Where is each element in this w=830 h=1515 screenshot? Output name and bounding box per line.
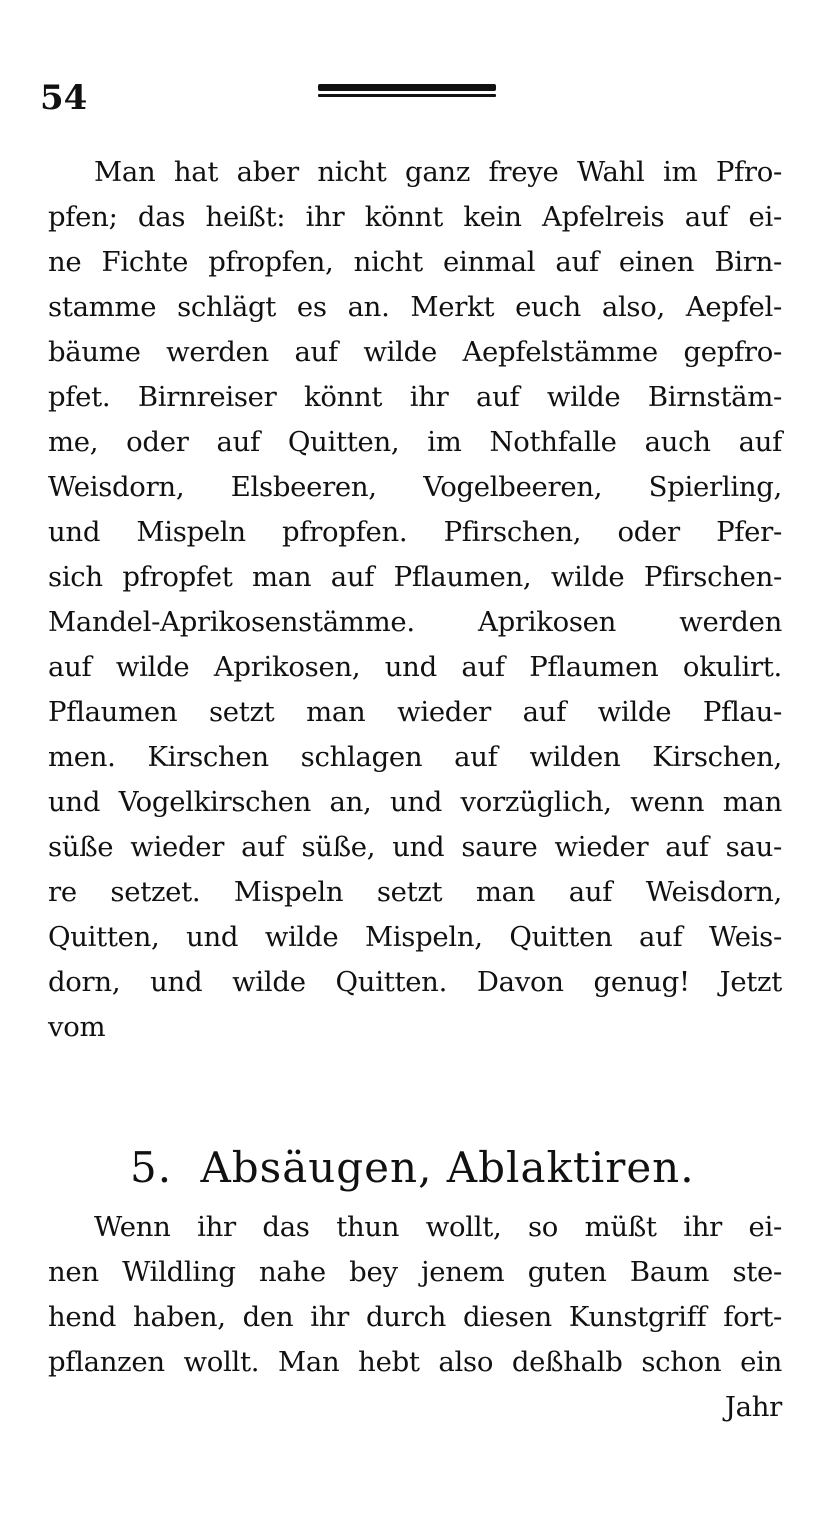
header-rule-thin <box>318 94 496 97</box>
text-line: re setzet. Mispeln setzt man auf Weisdorn, <box>48 876 782 908</box>
header-rule <box>318 84 496 97</box>
text-line: süße wieder auf süße, und saure wieder auf sau- <box>48 831 782 863</box>
text-line: ne Fichte pfropfen, nicht einmal auf einen Birn- <box>48 246 782 278</box>
text-line: Man hat aber nicht ganz freye Wahl im Pfro- <box>94 156 782 188</box>
text-line: Quitten, und wilde Mispeln, Quitten auf Weis- <box>48 921 782 953</box>
text-line: und Vogelkirschen an, und vorzüglich, wenn man <box>48 786 782 818</box>
text-line: nen Wildling nahe bey jenem guten Baum ste- <box>48 1256 782 1288</box>
text-line: Wenn ihr das thun wollt, so müßt ihr ei- <box>94 1211 782 1243</box>
page-number: 54 <box>40 78 88 118</box>
section-heading <box>130 1138 730 1198</box>
text-line: Pflaumen setzt man wieder auf wilde Pflau- <box>48 696 782 728</box>
section-title: Absäugen, Ablaktiren. <box>200 1143 695 1192</box>
text-line: hend haben, den ihr durch diesen Kunstgriff fort- <box>48 1301 782 1333</box>
paragraph-1 <box>48 150 782 1050</box>
text-line: pfen; das heißt: ihr könnt kein Apfelreis auf ei- <box>48 201 782 233</box>
text-line: stamme schlägt es an. Merkt euch also, Aepfel- <box>48 291 782 323</box>
text-line: Mandel-Aprikosenstämme. Aprikosen werden <box>48 606 782 638</box>
paragraph-2 <box>48 1205 782 1430</box>
text-line: pfet. Birnreiser könnt ihr auf wilde Birnstäm- <box>48 381 782 413</box>
text-line: pflanzen wollt. Man hebt also deßhalb schon ein <box>48 1346 782 1378</box>
text-line: und Mispeln pfropfen. Pfirschen, oder Pfer- <box>48 516 782 548</box>
header-rule-thick <box>318 84 496 91</box>
text-line: men. Kirschen schlagen auf wilden Kirschen, <box>48 741 782 773</box>
text-line: vom <box>48 1011 106 1043</box>
text-line: bäume werden auf wilde Aepfelstämme gepfro- <box>48 336 782 368</box>
catchword: Jahr <box>724 1391 782 1423</box>
text-line: dorn, und wilde Quitten. Davon genug! Jetzt <box>48 966 782 998</box>
text-line: Weisdorn, Elsbeeren, Vogelbeeren, Spierling, <box>48 471 782 503</box>
text-line: me, oder auf Quitten, im Nothfalle auch auf <box>48 426 782 458</box>
text-line: sich pfropfet man auf Pflaumen, wilde Pfirschen- <box>48 561 782 593</box>
section-number: 5. <box>130 1143 173 1192</box>
text-line: auf wilde Aprikosen, und auf Pflaumen okulirt. <box>48 651 782 683</box>
